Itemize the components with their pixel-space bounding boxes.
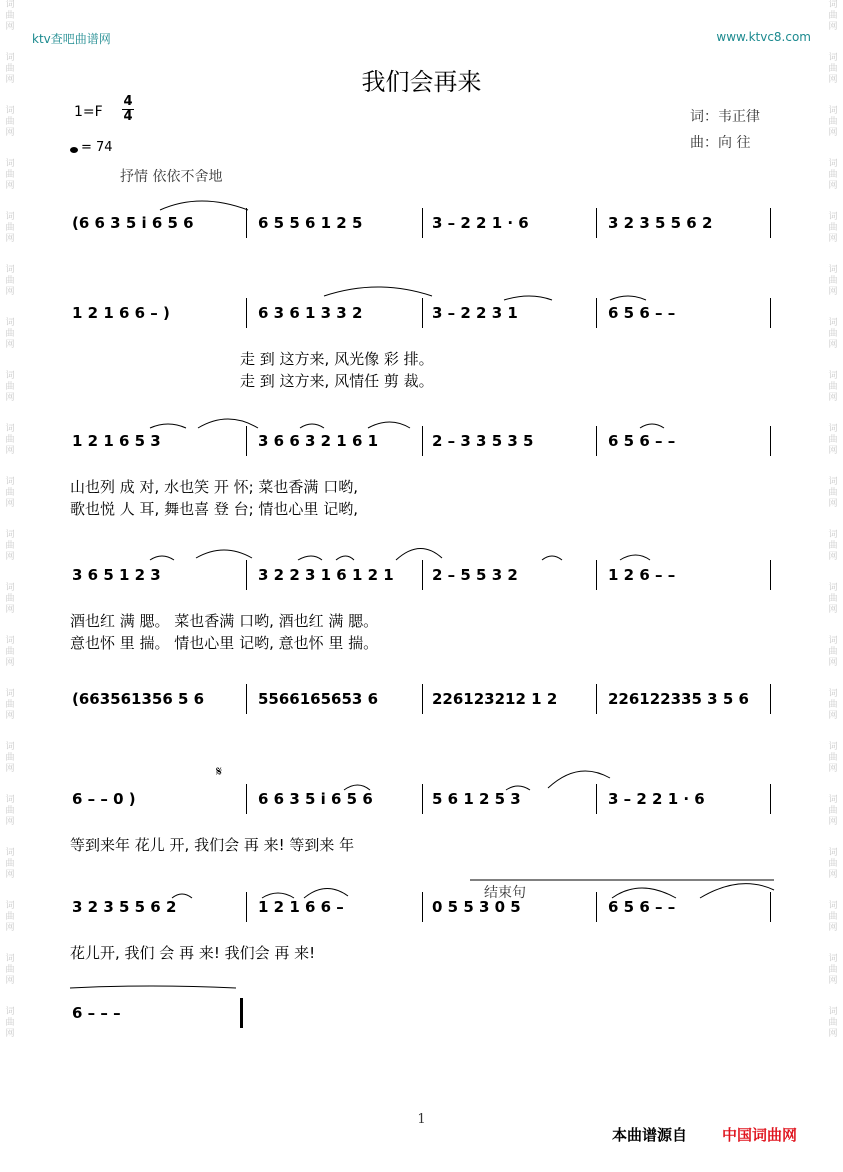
watermark-glyph: 词 (828, 212, 838, 222)
measure-notation: 3 2 3 5 5 6 2 (608, 214, 713, 232)
watermark-glyph: 词 (828, 106, 838, 116)
watermark-glyph: 词 (828, 636, 838, 646)
lyric-line: 走 到 这方来, 风光像 彩 排。 (240, 350, 434, 368)
watermark-glyph: 网 (828, 552, 838, 562)
lyric-line: 意也怀 里 揣。 情也心里 记哟, 意也怀 里 揣。 (70, 634, 379, 652)
lyric-line: 花儿开, 我们 会 再 来! 我们会 再 来! (70, 944, 316, 962)
watermark-glyph: 词 (828, 477, 838, 487)
measure-notation: 226123212 1 2 (432, 690, 558, 708)
watermark-glyph: 网 (5, 22, 15, 32)
watermark-glyph: 网 (5, 923, 15, 933)
watermark-glyph: 曲 (5, 11, 15, 21)
measure-notation: 1 2 6 – – (608, 566, 676, 584)
measure-notation: 6 5 5 6 1 2 5 (258, 214, 363, 232)
watermark-glyph: 网 (5, 287, 15, 297)
watermark-glyph: 词 (828, 954, 838, 964)
measure-notation: 6 6 3 5 i 6 5 6 (258, 790, 373, 808)
measure-notation: 3 2 3 5 5 6 2 (72, 898, 177, 916)
measure-notation: 6 – – – (72, 1004, 121, 1022)
watermark-glyph: 曲 (828, 965, 838, 975)
song-title: 我们会再来 (361, 68, 482, 96)
watermark-glyph: 曲 (828, 11, 838, 21)
watermark-glyph: 网 (828, 923, 838, 933)
expression-marking: 抒情 依依不舍地 (120, 169, 223, 185)
measure-notation: 6 3 6 1 3 3 2 (258, 304, 363, 322)
watermark-glyph: 词 (5, 742, 15, 752)
lyric-line: 等到来年 花儿 开, 我们会 再 来! 等到来 年 (70, 836, 355, 854)
watermark-glyph: 曲 (828, 806, 838, 816)
watermark-glyph: 网 (828, 870, 838, 880)
watermark-glyph: 曲 (828, 700, 838, 710)
watermark-glyph: 词 (828, 1007, 838, 1017)
watermark-glyph: 词 (828, 901, 838, 911)
key-signature: 1=F (74, 104, 103, 120)
watermark-glyph: 网 (5, 499, 15, 509)
watermark-glyph: 词 (5, 583, 15, 593)
watermark-glyph: 词 (5, 159, 15, 169)
tempo-value: = 74 (81, 140, 113, 155)
watermark-glyph: 曲 (828, 117, 838, 127)
watermark-glyph: 曲 (828, 170, 838, 180)
watermark-glyph: 网 (5, 817, 15, 827)
watermark-glyph: 网 (5, 128, 15, 138)
measure-notation: 6 5 6 – – (608, 898, 676, 916)
watermark-glyph: 网 (828, 711, 838, 721)
watermark-glyph: 词 (828, 583, 838, 593)
watermark-glyph: 网 (5, 340, 15, 350)
watermark-glyph: 网 (5, 1029, 15, 1039)
watermark-glyph: 词 (828, 265, 838, 275)
measure-notation: (6 6 3 5 i 6 5 6 (72, 214, 194, 232)
watermark-glyph: 词 (5, 901, 15, 911)
watermark-glyph: 曲 (5, 276, 15, 286)
watermark-glyph: 曲 (828, 1018, 838, 1028)
watermark-glyph: 词 (5, 795, 15, 805)
watermark-glyph: 词 (828, 53, 838, 63)
watermark-glyph: 网 (828, 976, 838, 986)
watermark-glyph: 曲 (828, 329, 838, 339)
watermark-glyph: 词 (5, 0, 15, 10)
watermark-glyph: 曲 (5, 647, 15, 657)
measure-notation: 3 – 2 2 1 · 6 (432, 214, 529, 232)
watermark-glyph: 网 (5, 764, 15, 774)
watermark-glyph: 网 (828, 658, 838, 668)
watermark-glyph: 曲 (828, 488, 838, 498)
watermark-glyph: 词 (828, 742, 838, 752)
measure-notation: 226122335 3 5 6 (608, 690, 749, 708)
source-prefix: 本曲谱源自 (612, 1126, 688, 1144)
measure-notation: 0 5 5 3 0 5 (432, 898, 521, 916)
page-number: 1 (417, 1112, 426, 1127)
watermark-glyph: 网 (5, 711, 15, 721)
watermark-glyph: 网 (828, 817, 838, 827)
watermark-glyph: 曲 (5, 700, 15, 710)
watermark-glyph: 词 (828, 530, 838, 540)
measure-notation: 3 6 6 3 2 1 6 1 (258, 432, 379, 450)
watermark-glyph: 曲 (5, 223, 15, 233)
watermark-glyph: 网 (828, 446, 838, 456)
watermark-glyph: 词 (5, 636, 15, 646)
watermark-glyph: 曲 (828, 912, 838, 922)
watermark-glyph: 网 (5, 658, 15, 668)
lyric-line: 歌也悦 人 耳, 舞也喜 登 台; 情也心里 记哟, (70, 500, 358, 518)
watermark-glyph: 曲 (828, 64, 838, 74)
watermark-glyph: 网 (828, 605, 838, 615)
watermark-glyph: 词 (5, 954, 15, 964)
watermark-glyph: 词 (5, 212, 15, 222)
watermark-glyph: 网 (828, 764, 838, 774)
watermark-glyph: 词 (5, 265, 15, 275)
measure-notation: 6 – – 0 ) (72, 790, 136, 808)
lyric-line: 酒也红 满 腮。 菜也香满 口哟, 酒也红 满 腮。 (70, 612, 379, 630)
watermark-glyph: 网 (5, 552, 15, 562)
watermark-glyph: 网 (828, 234, 838, 244)
measure-notation: 3 2 2 3 1 6 1 2 1 (258, 566, 394, 584)
time-signature-top: 4 (123, 94, 133, 109)
measure-notation: 1 2 1 6 6 – (258, 898, 344, 916)
watermark-glyph: 曲 (828, 541, 838, 551)
watermark-glyph: 词 (5, 106, 15, 116)
watermark-glyph: 词 (5, 477, 15, 487)
watermark-glyph: 词 (5, 53, 15, 63)
lyric-line: 山也列 成 对, 水也笑 开 怀; 菜也香满 口哟, (70, 478, 358, 496)
watermark-glyph: 曲 (5, 329, 15, 339)
fine-label: 结束句 (484, 885, 526, 901)
watermark-glyph: 网 (5, 181, 15, 191)
watermark-glyph: 曲 (828, 753, 838, 763)
watermark-glyph: 网 (5, 870, 15, 880)
watermark-glyph: 曲 (828, 859, 838, 869)
watermark-glyph: 曲 (5, 753, 15, 763)
watermark-glyph: 曲 (828, 594, 838, 604)
watermark-glyph: 曲 (5, 64, 15, 74)
watermark-glyph: 曲 (5, 1018, 15, 1028)
watermark-glyph: 曲 (5, 912, 15, 922)
watermark-glyph: 词 (5, 424, 15, 434)
watermark-glyph: 词 (828, 424, 838, 434)
time-signature-bottom: 4 (123, 109, 133, 124)
watermark-glyph: 曲 (828, 435, 838, 445)
lyricist-credit: 词：韦正律 (690, 109, 760, 125)
watermark-glyph: 曲 (5, 488, 15, 498)
measure-notation: 3 – 2 2 1 · 6 (608, 790, 705, 808)
watermark-glyph: 网 (5, 234, 15, 244)
watermark-glyph: 曲 (5, 170, 15, 180)
watermark-glyph: 曲 (5, 117, 15, 127)
measure-notation: 5566165653 6 (258, 690, 379, 708)
watermark-glyph: 词 (5, 1007, 15, 1017)
measure-notation: 3 – 2 2 3 1 (432, 304, 518, 322)
watermark-glyph: 网 (828, 393, 838, 403)
watermark-glyph: 网 (5, 75, 15, 85)
watermark-glyph: 曲 (828, 647, 838, 657)
watermark-glyph: 网 (828, 22, 838, 32)
watermark-glyph: 词 (828, 159, 838, 169)
measure-notation: 5 6 1 2 5 3 (432, 790, 521, 808)
watermark-glyph: 词 (828, 689, 838, 699)
watermark-glyph: 曲 (5, 382, 15, 392)
watermark-glyph: 网 (828, 75, 838, 85)
watermark-glyph: 词 (828, 318, 838, 328)
watermark-glyph: 网 (828, 499, 838, 509)
watermark-glyph: 网 (828, 1029, 838, 1039)
measure-notation: 1 2 1 6 5 3 (72, 432, 161, 450)
watermark-glyph: 词 (5, 689, 15, 699)
watermark-glyph: 曲 (828, 223, 838, 233)
measure-notation: (663561356 5 6 (72, 690, 205, 708)
composer-credit: 曲：向 往 (690, 135, 751, 151)
watermark-glyph: 曲 (5, 965, 15, 975)
watermark-glyph: 曲 (828, 276, 838, 286)
lyric-line: 走 到 这方来, 风情任 剪 裁。 (240, 372, 434, 390)
header-site-left[interactable]: ktv查吧曲谱网 (32, 32, 111, 46)
watermark-glyph: 词 (5, 848, 15, 858)
watermark-glyph: 曲 (5, 541, 15, 551)
watermark-glyph: 曲 (5, 806, 15, 816)
watermark-glyph: 词 (5, 318, 15, 328)
measure-notation: 3 6 5 1 2 3 (72, 566, 161, 584)
watermark-glyph: 网 (5, 976, 15, 986)
watermark-glyph: 网 (828, 287, 838, 297)
watermark-glyph: 网 (5, 393, 15, 403)
watermark-glyph: 曲 (5, 435, 15, 445)
measure-notation: 6 5 6 – – (608, 432, 676, 450)
watermark-glyph: 词 (5, 371, 15, 381)
source-site-link[interactable]: 中国词曲网 (722, 1126, 798, 1144)
measure-notation: 6 5 6 – – (608, 304, 676, 322)
watermark-glyph: 曲 (5, 859, 15, 869)
watermark-glyph: 词 (828, 795, 838, 805)
watermark-glyph: 网 (5, 605, 15, 615)
header-site-right[interactable]: www.ktvc8.com (716, 30, 811, 44)
segno-sign: 𝄋 (216, 764, 223, 780)
watermark-glyph: 词 (5, 530, 15, 540)
measure-notation: 2 – 5 5 3 2 (432, 566, 518, 584)
watermark-glyph: 词 (828, 848, 838, 858)
measure-notation: 2 – 3 3 5 3 5 (432, 432, 534, 450)
watermark-glyph: 曲 (828, 382, 838, 392)
watermark-glyph: 网 (5, 446, 15, 456)
watermark-glyph: 曲 (5, 594, 15, 604)
measure-notation: 1 2 1 6 6 – ) (72, 304, 170, 322)
watermark-glyph: 网 (828, 181, 838, 191)
watermark-glyph: 词 (828, 0, 838, 10)
watermark-glyph: 网 (828, 128, 838, 138)
watermark-glyph: 网 (828, 340, 838, 350)
watermark-glyph: 词 (828, 371, 838, 381)
